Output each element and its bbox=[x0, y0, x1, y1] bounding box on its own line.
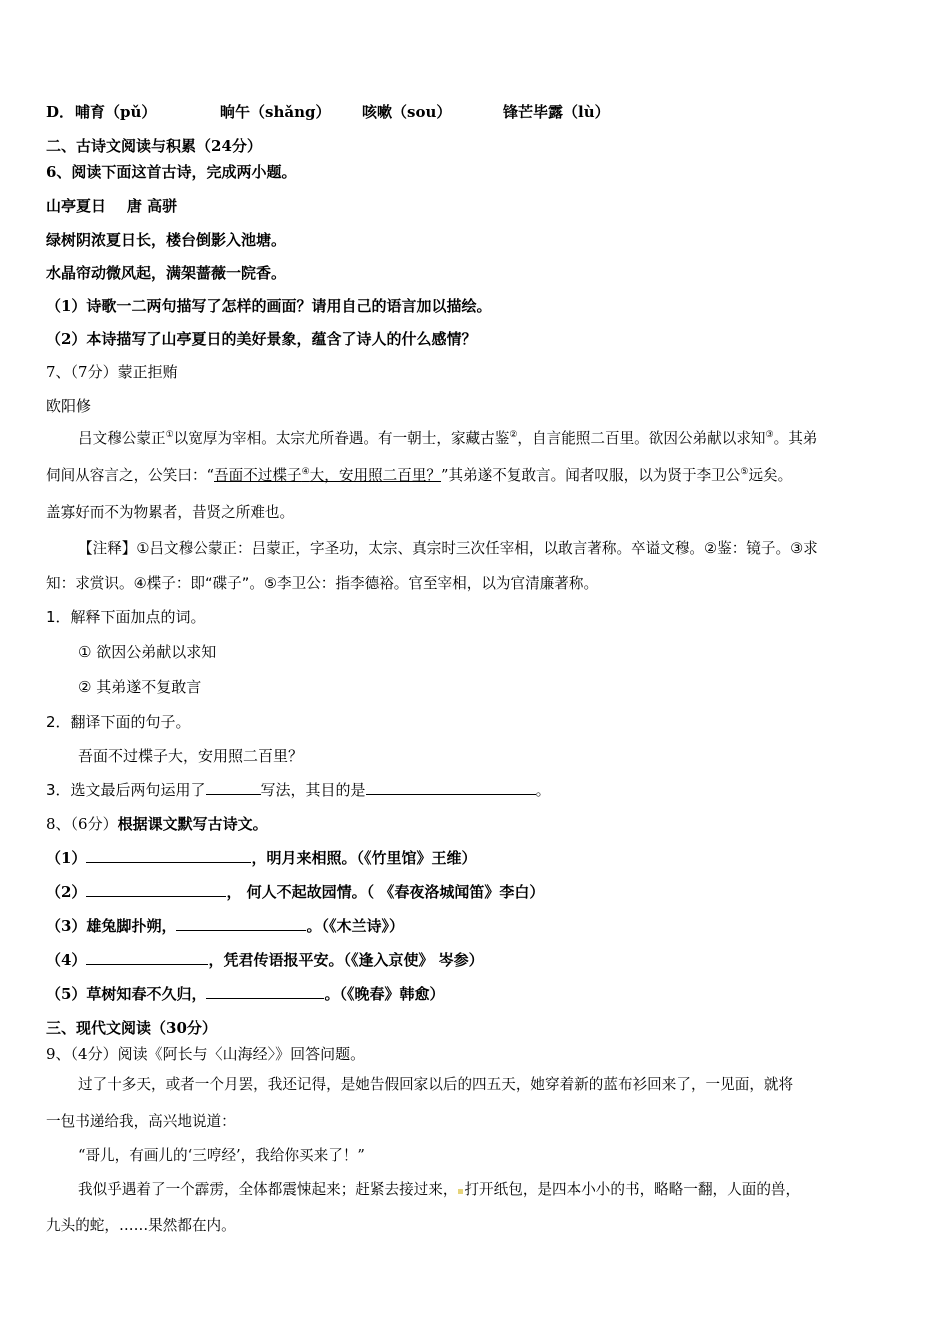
answer-blank[interactable] bbox=[206, 984, 324, 999]
poem-line-1: 绿树阴浓夏日长，楼台倒影入池塘。 bbox=[46, 231, 287, 249]
q7-sub1-b: ② 其弟遂不复敢言 bbox=[78, 678, 202, 696]
poem-title: 山亭夏日 bbox=[46, 197, 107, 215]
q7-head: 7、（7分）蒙正拒贿 bbox=[46, 363, 178, 381]
q9-paragraph-1-line-1: 过了十多天，或者一个月罢，我还记得，是她告假回家以后的四五天，她穿着新的蓝布衫回来了，一见面，就将 bbox=[78, 1076, 794, 1093]
q7-sub2: 2．翻译下面的句子。 bbox=[46, 713, 191, 731]
poem-author: 唐 高骈 bbox=[126, 197, 178, 215]
footnote-ref-1: ① bbox=[165, 430, 174, 440]
q9-paragraph-3-line-1: 我似乎遇着了一个霹雳，全体都震悚起来；赶紧去接过来， 打开纸包，是四本小小的书，略略一翻，人面的兽， bbox=[78, 1181, 801, 1198]
option-d-item-3: 咳嗽（sou） bbox=[362, 103, 452, 121]
footnote-ref-3: ③ bbox=[765, 430, 774, 440]
answer-blank[interactable] bbox=[366, 780, 536, 795]
q7-sub1-a: ① 欲因公弟献以求知 bbox=[78, 643, 217, 661]
q8-line-4: （4） ，凭君传语报平安。（《逢入京使》 岑参） bbox=[46, 951, 484, 969]
q7-paragraph-line-2: 伺间从容言之，公笑曰：“吾面不过楪子④大，安用照二百里？”其弟遂不复敢言。闻者叹服，以为贤于李卫公⑤远矣。 bbox=[46, 467, 793, 484]
underlined-sentence: 吾面不过楪子④大，安用照二百里？ bbox=[214, 467, 442, 484]
q6-stem: 6、阅读下面这首古诗，完成两小题。 bbox=[46, 163, 297, 181]
q7-sub1: 1．解释下面加点的词。 bbox=[46, 608, 206, 626]
q9-paragraph-2: “哥儿，有画儿的‘三哼经’，我给你买来了！” bbox=[78, 1147, 365, 1164]
answer-blank[interactable] bbox=[176, 916, 306, 931]
poem-title-line bbox=[46, 196, 177, 216]
q7-sub2-a: 吾面不过楪子大，安用照二百里？ bbox=[78, 747, 304, 765]
q7-paragraph-line-3: 盖寡好而不为物累者，昔贤之所难也。 bbox=[46, 504, 295, 521]
q7-paragraph-line-1: 吕文穆公蒙正①以宽厚为宰相。太宗尤所眷遇。有一朝士，家藏古鉴②，自言能照二百里。欲因公弟献以求知③。其弟 bbox=[78, 430, 818, 447]
q6-sub2: （2）本诗描写了山亭夏日的美好景象，蕴含了诗人的什么感情？ bbox=[46, 330, 477, 348]
option-d-label: D． bbox=[46, 103, 75, 121]
q7-author: 欧阳修 bbox=[46, 397, 92, 415]
option-d-item-1: 哺育（pǔ） bbox=[75, 103, 157, 121]
q8-line-5: （5）草树知春不久归， 。（《晚春》韩愈） bbox=[46, 985, 445, 1003]
section2-title: 二、古诗文阅读与积累（24分） bbox=[46, 137, 262, 155]
q8-head: 8、（6分）根据课文默写古诗文。 bbox=[46, 815, 268, 833]
q8-line-3: （3）雄兔脚扑朔， 。（《木兰诗》） bbox=[46, 917, 404, 935]
option-d-item-2: 晌午（shǎng） bbox=[220, 103, 331, 121]
q7-notes-line-2: 知：求赏识。④楪子：即“碟子”。⑤李卫公：指李德裕。官至宰相，以为官清廉著称。 bbox=[46, 575, 599, 592]
footnote-ref-4: ④ bbox=[301, 467, 310, 477]
answer-blank[interactable] bbox=[86, 848, 251, 863]
poem-line-2: 水晶帘动微风起，满架蔷薇一院香。 bbox=[46, 264, 287, 282]
option-d-item-4: 锋芒毕露（lù） bbox=[503, 103, 610, 121]
q8-line-1: （1） ，明月来相照。（《竹里馆》王维） bbox=[46, 849, 477, 867]
q9-paragraph-1-line-2: 一包书递给我，高兴地说道： bbox=[46, 1113, 236, 1130]
q7-notes-line-1: 【注释】①吕文穆公蒙正：吕蒙正，字圣功，太宗、真宗时三次任宰相，以敢言著称。卒谥文穆。②鉴：镜子。③求 bbox=[78, 540, 818, 557]
text-marker-icon bbox=[458, 1189, 463, 1194]
answer-blank[interactable] bbox=[86, 882, 226, 897]
q7-sub3: 3．选文最后两句运用了 写法，其目的是 。 bbox=[46, 781, 551, 799]
answer-blank[interactable] bbox=[86, 950, 208, 965]
q6-sub1: （1）诗歌一二两句描写了怎样的画面？请用自己的语言加以描绘。 bbox=[46, 297, 492, 315]
footnote-ref-5: ⑤ bbox=[740, 467, 749, 477]
answer-blank[interactable] bbox=[206, 780, 261, 795]
q9-paragraph-3-line-2: 九头的蛇，……果然都在内。 bbox=[46, 1217, 236, 1234]
q9-head: 9、（4分）阅读《阿长与〈山海经〉》回答问题。 bbox=[46, 1045, 366, 1063]
footnote-ref-2: ② bbox=[509, 430, 518, 440]
q8-line-2: （2） ， 何人不起故园情。（ 《春夜洛城闻笛》李白） bbox=[46, 883, 545, 901]
section3-title: 三、现代文阅读（30分） bbox=[46, 1019, 217, 1037]
